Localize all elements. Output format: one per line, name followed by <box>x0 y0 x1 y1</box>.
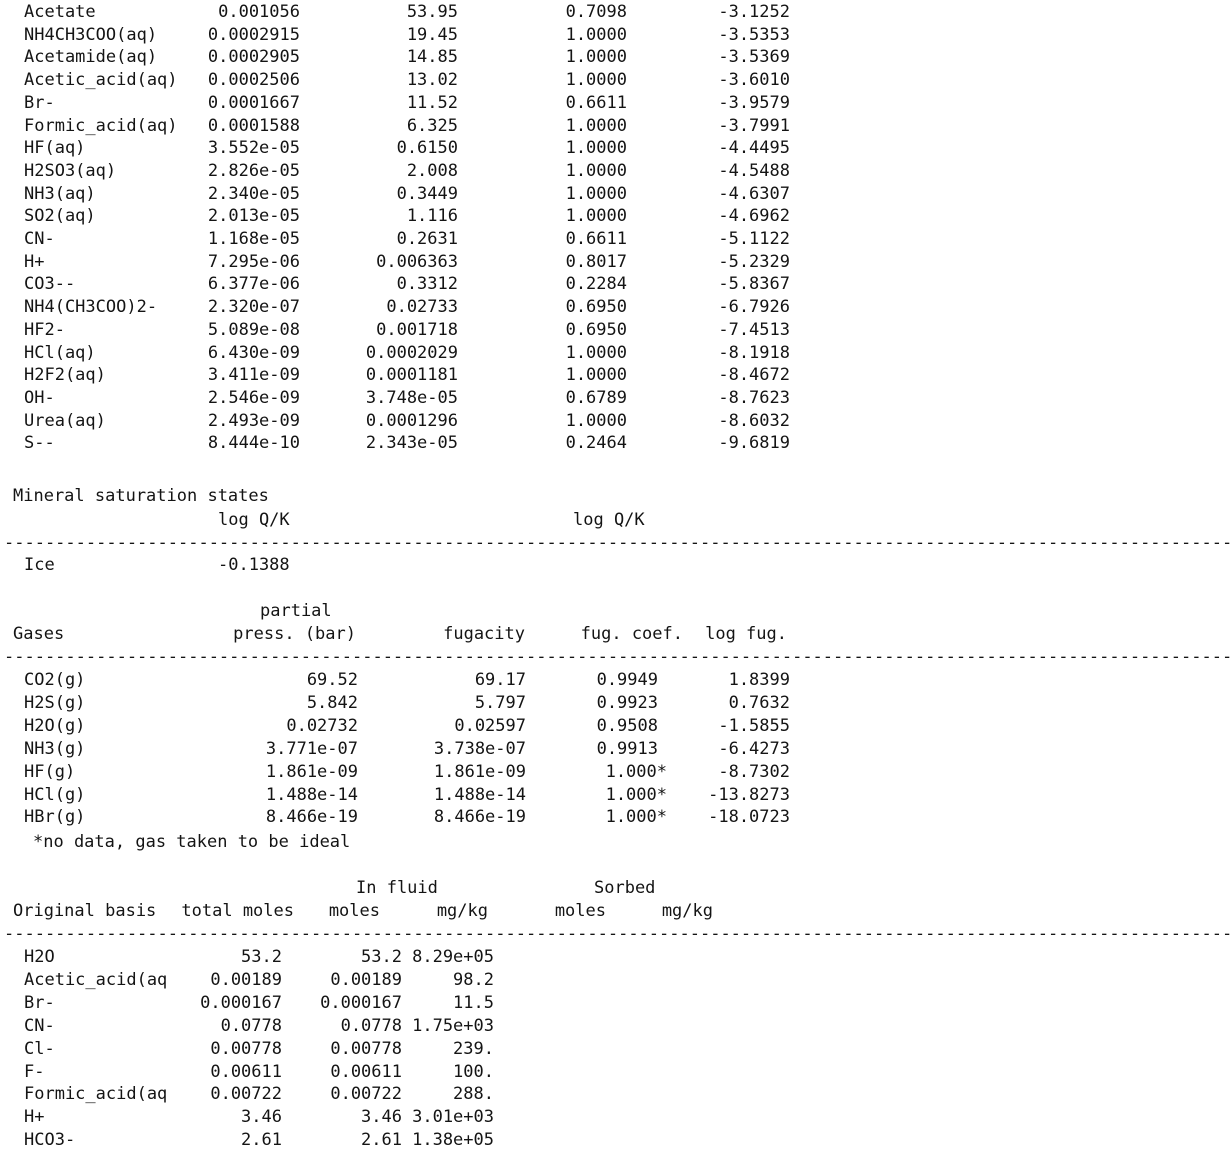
species-name: NH4(CH3COO)2- <box>24 297 158 318</box>
fluid-mg-per-kg: 1.75e+03 <box>412 1015 494 1036</box>
species-name: NH3(aq) <box>24 183 96 204</box>
fugacity: 1.861e-09 <box>433 761 526 782</box>
fluid-mg-per-kg: 1.38e+05 <box>412 1130 494 1151</box>
molality: 0.0001667 <box>207 92 300 113</box>
fluid-moles: 0.000167 <box>320 992 402 1013</box>
log-fug: -13.8273 <box>708 784 790 805</box>
fluid-moles: 53.2 <box>361 947 402 967</box>
molality: 3.411e-09 <box>207 365 300 386</box>
total-moles: 0.00778 <box>210 1038 282 1059</box>
mg-per-kg: 2.008 <box>406 160 458 181</box>
basis-row <box>0 946 800 969</box>
activity-coef: 1.0000 <box>565 183 627 204</box>
fluid-moles: 0.00611 <box>330 1061 402 1082</box>
gas-row <box>0 761 800 784</box>
molality: 3.552e-05 <box>207 138 300 159</box>
activity-coef: 0.6611 <box>565 92 627 113</box>
species-row <box>0 296 800 319</box>
species-name: Acetamide(aq) <box>24 47 158 68</box>
activity-coef: 1.0000 <box>565 70 627 91</box>
partial-pressure: 5.842 <box>306 692 358 713</box>
molality: 2.013e-05 <box>207 206 300 227</box>
basis-row <box>0 969 800 992</box>
basis-row <box>0 1038 800 1061</box>
activity-coef: 0.6950 <box>565 297 627 318</box>
species-row <box>0 387 800 410</box>
mg-per-kg: 13.02 <box>406 70 458 91</box>
gas-row <box>0 692 800 715</box>
total-moles: 2.61 <box>241 1130 282 1151</box>
mg-per-kg: 0.3449 <box>396 183 458 204</box>
fugacity: 8.466e-19 <box>433 807 526 828</box>
activity-coef: 0.2464 <box>565 433 627 454</box>
gas-header-top <box>0 600 800 623</box>
gas-header <box>0 623 800 646</box>
species-row <box>0 69 800 92</box>
species-row <box>0 115 800 138</box>
log-fug: -18.0723 <box>708 807 790 828</box>
separator-dashes: ------------------------------------------------------------------------------------------------------------------------ <box>4 533 1232 553</box>
activity-coef: 1.0000 <box>565 206 627 227</box>
species-name: CN- <box>24 229 55 249</box>
species-name: Acetate <box>24 2 96 22</box>
mg-per-kg: 11.52 <box>406 92 458 113</box>
partial-pressure: 0.02732 <box>286 715 358 736</box>
fug-coef: 1.000* <box>605 761 667 782</box>
mg-per-kg: 0.001718 <box>376 319 458 340</box>
basis-species: H2O <box>24 947 55 967</box>
mg-per-kg: 0.6150 <box>396 138 458 159</box>
basis-row <box>0 1061 800 1084</box>
species-row <box>0 251 800 274</box>
mg-per-kg: 2.343e-05 <box>365 433 458 454</box>
fugacity: 0.02597 <box>454 715 526 736</box>
species-row <box>0 92 800 115</box>
separator-dashes: ------------------------------------------------------------------------------------------------------------------------ <box>4 647 1232 667</box>
species-name: H2SO3(aq) <box>24 160 117 181</box>
activity-coef: 0.6950 <box>565 319 627 340</box>
log-activity: -6.7926 <box>718 297 790 318</box>
species-name: HF2- <box>24 319 65 340</box>
mg-per-kg: 3.748e-05 <box>365 387 458 408</box>
log-activity: -4.6962 <box>718 206 790 227</box>
molality: 7.295e-06 <box>207 251 300 272</box>
mineral-row <box>0 554 800 577</box>
log-fug: -6.4273 <box>718 738 790 759</box>
mg-per-kg: 0.0001181 <box>365 365 458 386</box>
species-name: H2F2(aq) <box>24 365 106 386</box>
partial-pressure: 1.488e-14 <box>265 784 358 805</box>
log-activity: -7.4513 <box>718 319 790 340</box>
col-header: fugacity <box>443 624 525 644</box>
gas-name: H2O(g) <box>24 715 86 736</box>
basis-row <box>0 1015 800 1038</box>
mg-per-kg: 14.85 <box>406 47 458 68</box>
activity-coef: 1.0000 <box>565 410 627 431</box>
species-row <box>0 319 800 342</box>
gas-name: HF(g) <box>24 761 76 782</box>
basis-header <box>0 900 800 923</box>
molality: 0.0002506 <box>207 70 300 91</box>
fluid-mg-per-kg: 11.5 <box>453 992 494 1013</box>
basis-species: Acetic_acid(aq <box>24 969 168 990</box>
species-row <box>0 137 800 160</box>
activity-coef: 1.0000 <box>565 342 627 363</box>
activity-coef: 0.6611 <box>565 229 627 249</box>
gas-row <box>0 669 800 692</box>
activity-coef: 1.0000 <box>565 160 627 181</box>
activity-coef: 1.0000 <box>565 115 627 136</box>
molality: 5.089e-08 <box>207 319 300 340</box>
log-activity: -3.7991 <box>718 115 790 136</box>
mineral-name: Ice <box>24 555 55 575</box>
basis-row <box>0 1129 800 1152</box>
partial-pressure: 69.52 <box>306 670 358 690</box>
mg-per-kg: 0.0002029 <box>365 342 458 363</box>
fluid-mg-per-kg: 100. <box>453 1061 494 1082</box>
group-header: Sorbed <box>594 878 656 898</box>
basis-group-header <box>0 877 800 900</box>
log-activity: -4.5488 <box>718 160 790 181</box>
basis-row <box>0 1083 800 1106</box>
log-activity: -5.1122 <box>718 229 790 249</box>
total-moles: 3.46 <box>241 1107 282 1128</box>
fluid-moles: 0.00722 <box>330 1084 402 1105</box>
log-fug: 0.7632 <box>728 692 790 713</box>
basis-species: H+ <box>24 1107 45 1128</box>
species-name: HCl(aq) <box>24 342 96 363</box>
log-activity: -4.4495 <box>718 138 790 159</box>
fug-coef: 0.9508 <box>596 715 658 736</box>
fug-coef: 0.9913 <box>596 738 658 759</box>
total-moles: 53.2 <box>241 947 282 967</box>
species-name: OH- <box>24 387 55 408</box>
section-title: Mineral saturation states <box>13 486 269 506</box>
basis-species: Formic_acid(aq <box>24 1084 168 1105</box>
gas-row <box>0 806 800 829</box>
mineral-separator <box>0 532 1232 555</box>
mg-per-kg: 0.02733 <box>386 297 458 318</box>
activity-coef: 0.2284 <box>565 274 627 295</box>
total-moles: 0.0778 <box>220 1015 282 1036</box>
basis-row <box>0 1106 800 1129</box>
species-name: Br- <box>24 92 55 113</box>
fug-coef: 0.9949 <box>596 670 658 690</box>
total-moles: 0.000167 <box>200 992 282 1013</box>
species-row <box>0 160 800 183</box>
col-header: log Q/K <box>218 510 290 530</box>
col-header: log Q/K <box>573 510 645 530</box>
species-name: CO3-- <box>24 274 76 295</box>
basis-species: Br- <box>24 992 55 1013</box>
col-header: total moles <box>181 901 294 921</box>
log-qk: -0.1388 <box>218 555 290 575</box>
molality: 1.168e-05 <box>207 229 300 249</box>
species-name: S-- <box>24 433 55 454</box>
total-moles: 0.00611 <box>210 1061 282 1082</box>
species-row <box>0 46 800 69</box>
fug-coef: 1.000* <box>605 807 667 828</box>
log-activity: -4.6307 <box>718 183 790 204</box>
mineral-section-title <box>0 485 800 508</box>
log-activity: -8.1918 <box>718 342 790 363</box>
total-moles: 0.00722 <box>210 1084 282 1105</box>
species-name: HF(aq) <box>24 138 86 159</box>
species-row <box>0 228 800 251</box>
group-header: In fluid <box>356 878 438 898</box>
species-row <box>0 273 800 296</box>
species-row <box>0 364 800 387</box>
col-header: mg/kg <box>661 901 713 921</box>
species-row <box>0 410 800 433</box>
species-row <box>0 183 800 206</box>
molality: 0.0002915 <box>207 24 300 45</box>
col-header: fug. coef. <box>580 624 683 644</box>
partial-pressure: 1.861e-09 <box>265 761 358 782</box>
activity-coef: 1.0000 <box>565 365 627 386</box>
col-header: log fug. <box>705 624 787 644</box>
activity-coef: 0.7098 <box>565 2 627 22</box>
molality: 8.444e-10 <box>207 433 300 454</box>
fluid-moles: 0.00778 <box>330 1038 402 1059</box>
basis-species: F- <box>24 1061 45 1082</box>
molality: 6.377e-06 <box>207 274 300 295</box>
molality: 6.430e-09 <box>207 342 300 363</box>
col-header: press. (bar) <box>233 624 356 644</box>
gas-separator <box>0 646 1232 669</box>
species-name: Formic_acid(aq) <box>24 115 178 136</box>
log-activity: -8.7623 <box>718 387 790 408</box>
log-activity: -9.6819 <box>718 433 790 454</box>
fluid-moles: 3.46 <box>361 1107 402 1128</box>
activity-coef: 1.0000 <box>565 47 627 68</box>
fluid-mg-per-kg: 98.2 <box>453 969 494 990</box>
basis-species: Cl- <box>24 1038 55 1059</box>
partial-pressure: 3.771e-07 <box>265 738 358 759</box>
gas-name: HCl(g) <box>24 784 86 805</box>
fug-coef: 1.000* <box>605 784 667 805</box>
gas-name: HBr(g) <box>24 807 86 828</box>
species-name: Acetic_acid(aq) <box>24 70 178 91</box>
mg-per-kg: 0.2631 <box>396 229 458 249</box>
activity-coef: 0.6789 <box>565 387 627 408</box>
species-row <box>0 1 800 24</box>
molality: 2.340e-05 <box>207 183 300 204</box>
mg-per-kg: 0.3312 <box>396 274 458 295</box>
separator-dashes: ------------------------------------------------------------------------------------------------------------------------ <box>4 924 1232 944</box>
log-activity: -5.2329 <box>718 251 790 272</box>
species-name: NH4CH3COO(aq) <box>24 24 158 45</box>
basis-species: HCO3- <box>24 1130 76 1151</box>
gas-name: NH3(g) <box>24 738 86 759</box>
fluid-moles: 0.0778 <box>340 1015 402 1036</box>
basis-row <box>0 992 800 1015</box>
log-fug: 1.8399 <box>728 670 790 690</box>
molality: 2.826e-05 <box>207 160 300 181</box>
fluid-mg-per-kg: 3.01e+03 <box>412 1107 494 1128</box>
fug-coef: 0.9923 <box>596 692 658 713</box>
activity-coef: 1.0000 <box>565 138 627 159</box>
gas-row <box>0 784 800 807</box>
fluid-mg-per-kg: 288. <box>453 1084 494 1105</box>
fluid-mg-per-kg: 8.29e+05 <box>412 947 494 967</box>
species-name: SO2(aq) <box>24 206 96 227</box>
footnote: *no data, gas taken to be ideal <box>33 832 351 852</box>
col-header: moles <box>328 901 380 921</box>
log-activity: -3.9579 <box>718 92 790 113</box>
basis-species: CN- <box>24 1015 55 1036</box>
col-header: Original basis <box>13 901 157 921</box>
activity-coef: 0.8017 <box>565 251 627 272</box>
molality: 2.546e-09 <box>207 387 300 408</box>
log-activity: -8.6032 <box>718 410 790 431</box>
gas-footnote <box>0 831 800 854</box>
gas-name: CO2(g) <box>24 670 86 690</box>
log-activity: -3.1252 <box>718 2 790 22</box>
log-activity: -3.5353 <box>718 24 790 45</box>
fluid-moles: 0.00189 <box>330 969 402 990</box>
col-header: partial <box>260 601 332 621</box>
mineral-header <box>0 509 800 532</box>
species-name: H+ <box>24 251 45 272</box>
log-activity: -8.4672 <box>718 365 790 386</box>
gas-row <box>0 738 800 761</box>
log-fug: -8.7302 <box>718 761 790 782</box>
log-fug: -1.5855 <box>718 715 790 736</box>
molality: 2.320e-07 <box>207 297 300 318</box>
species-name: Urea(aq) <box>24 410 106 431</box>
mg-per-kg: 0.0001296 <box>365 410 458 431</box>
species-row <box>0 205 800 228</box>
col-header: Gases <box>13 624 65 644</box>
species-row <box>0 432 800 455</box>
molality: 0.0002905 <box>207 47 300 68</box>
fugacity: 1.488e-14 <box>433 784 526 805</box>
fugacity: 3.738e-07 <box>433 738 526 759</box>
fugacity: 5.797 <box>474 692 526 713</box>
mg-per-kg: 53.95 <box>406 2 458 22</box>
species-row <box>0 24 800 47</box>
col-header: moles <box>554 901 606 921</box>
fluid-mg-per-kg: 239. <box>453 1038 494 1059</box>
gas-row <box>0 715 800 738</box>
log-activity: -3.6010 <box>718 70 790 91</box>
mg-per-kg: 19.45 <box>406 24 458 45</box>
molality: 2.493e-09 <box>207 410 300 431</box>
molality: 0.001056 <box>218 2 300 22</box>
fluid-moles: 2.61 <box>361 1130 402 1151</box>
total-moles: 0.00189 <box>210 969 282 990</box>
fugacity: 69.17 <box>474 670 526 690</box>
molality: 0.0001588 <box>207 115 300 136</box>
gas-name: H2S(g) <box>24 692 86 713</box>
activity-coef: 1.0000 <box>565 24 627 45</box>
mg-per-kg: 6.325 <box>406 115 458 136</box>
log-activity: -3.5369 <box>718 47 790 68</box>
mg-per-kg: 1.116 <box>406 206 458 227</box>
col-header: mg/kg <box>436 901 488 921</box>
mg-per-kg: 0.006363 <box>376 251 458 272</box>
log-activity: -5.8367 <box>718 274 790 295</box>
species-row <box>0 342 800 365</box>
partial-pressure: 8.466e-19 <box>265 807 358 828</box>
basis-separator <box>0 923 1232 946</box>
